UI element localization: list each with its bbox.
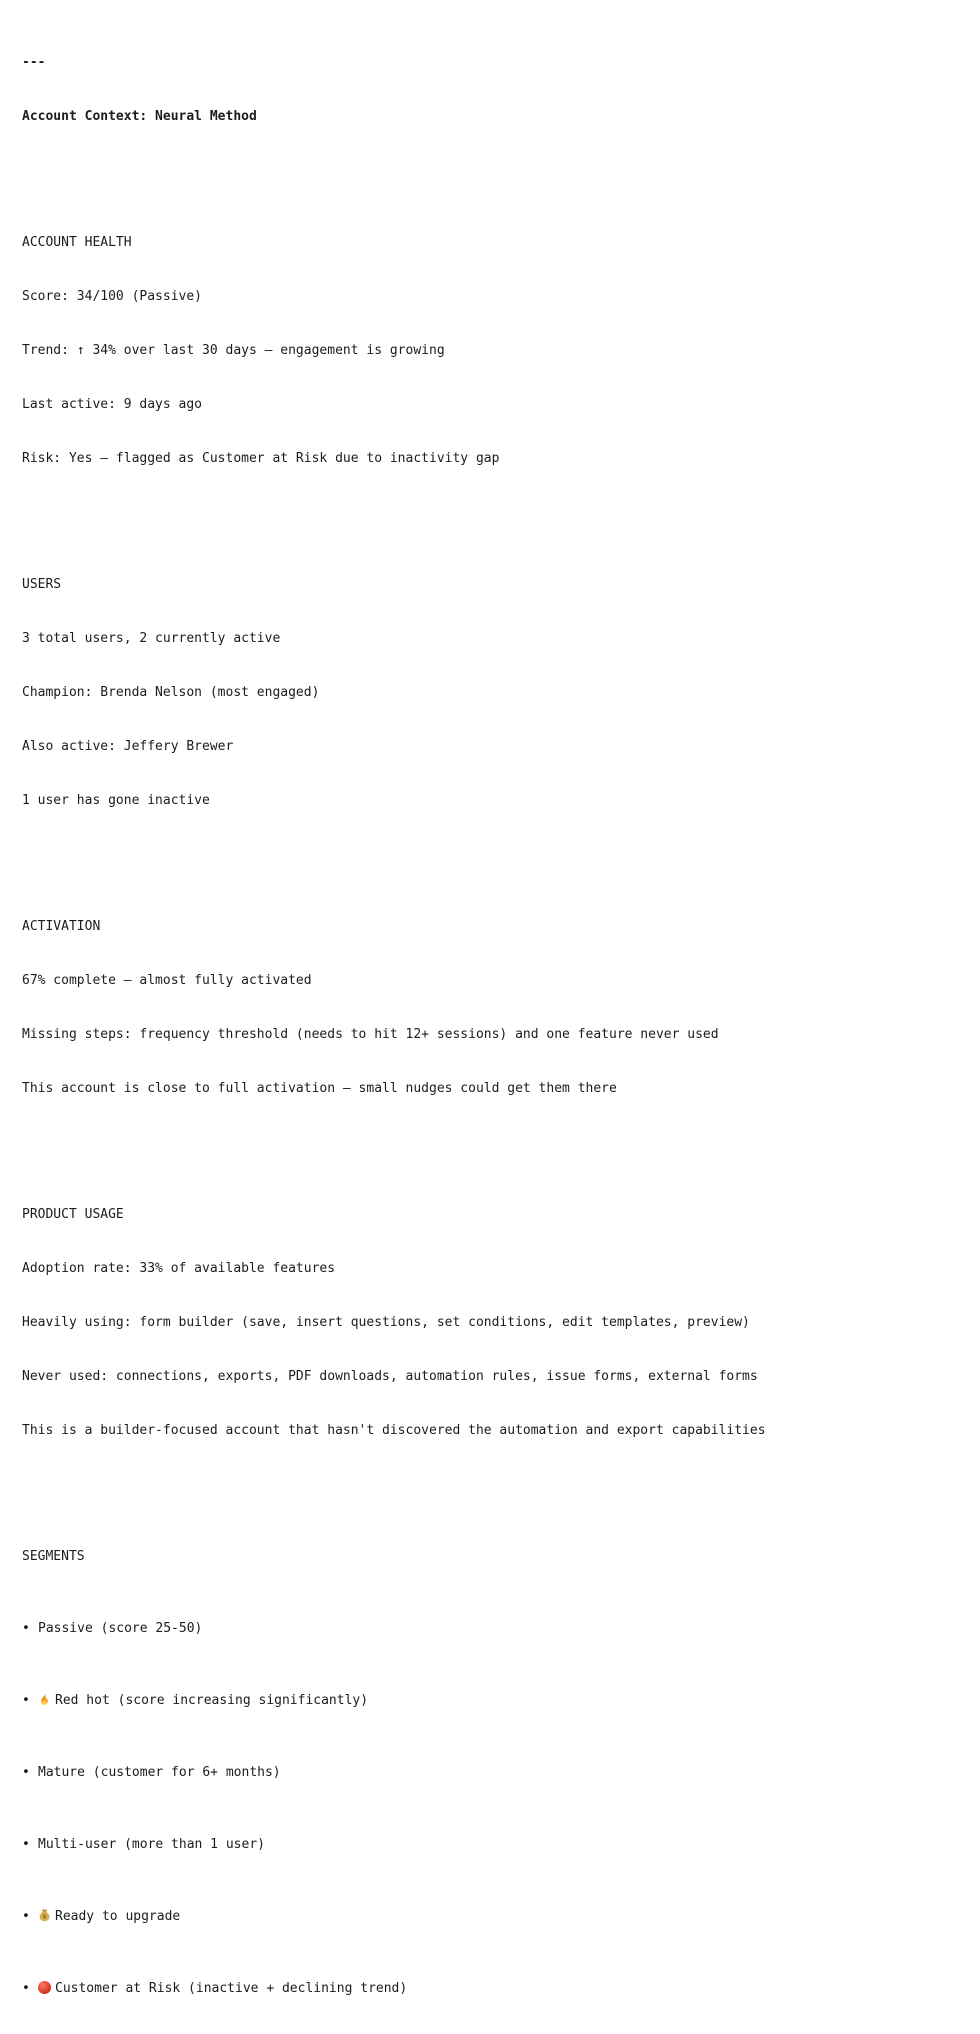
segment-item-passive bbox=[22, 1620, 980, 1638]
bullet: • bbox=[22, 1909, 30, 1924]
users-champion-line: Champion: Brenda Nelson (most engaged) bbox=[22, 685, 320, 700]
segment-item-mature bbox=[22, 1764, 980, 1782]
segment-label: Mature (customer for 6+ months) bbox=[38, 1765, 281, 1780]
spacer bbox=[22, 1476, 980, 1494]
health-risk-line: Risk: Yes — flagged as Customer at Risk due to inactivity gap bbox=[22, 451, 500, 466]
activation-summary-line: This account is close to full activation — small nudges could get them there bbox=[22, 1081, 617, 1096]
users-inactive-line: 1 user has gone inactive bbox=[22, 793, 210, 808]
health-score-line: Score: 34/100 (Passive) bbox=[22, 289, 203, 304]
segment-label: Multi-user (more than 1 user) bbox=[38, 1837, 265, 1852]
separator: --- bbox=[22, 55, 46, 70]
segment-label: Customer at Risk (inactive + declining trend) bbox=[55, 1981, 408, 1996]
section-heading-users: USERS bbox=[22, 577, 62, 592]
spacer bbox=[22, 504, 980, 522]
usage-never-used-line: Never used: connections, exports, PDF downloads, automation rules, issue forms, external forms bbox=[22, 1369, 758, 1384]
bullet: • bbox=[22, 1765, 30, 1780]
segment-label: Passive (score 25-50) bbox=[38, 1621, 203, 1636]
users-total-line: 3 total users, 2 currently active bbox=[22, 631, 281, 646]
bullet: • bbox=[22, 1981, 30, 1996]
segment-item-ready-to-upgrade bbox=[22, 1908, 980, 1926]
fire-icon bbox=[38, 1693, 55, 1706]
bullet: • bbox=[22, 1837, 30, 1852]
segment-label: Ready to upgrade bbox=[55, 1909, 181, 1924]
money-bag-icon bbox=[38, 1909, 55, 1922]
usage-summary-line: This is a builder-focused account that hasn't discovered the automation and export capabilities bbox=[22, 1423, 766, 1438]
section-heading-account-health: ACCOUNT HEALTH bbox=[22, 235, 132, 250]
section-heading-activation: ACTIVATION bbox=[22, 919, 101, 934]
segment-item-red-hot bbox=[22, 1692, 980, 1710]
segment-label: Red hot (score increasing significantly) bbox=[55, 1693, 369, 1708]
spacer bbox=[22, 162, 980, 180]
spacer bbox=[22, 1134, 980, 1152]
red-circle-icon bbox=[38, 1981, 51, 1994]
bullet: • bbox=[22, 1621, 30, 1636]
usage-heavily-using-line: Heavily using: form builder (save, insert questions, set conditions, edit templates, preview) bbox=[22, 1315, 750, 1330]
activation-complete-line: 67% complete — almost fully activated bbox=[22, 973, 312, 988]
section-heading-segments: SEGMENTS bbox=[22, 1549, 85, 1564]
segment-item-multi-user bbox=[22, 1836, 980, 1854]
section-heading-product-usage: PRODUCT USAGE bbox=[22, 1207, 124, 1222]
spacer bbox=[22, 846, 980, 864]
health-trend-line: Trend: ↑ 34% over last 30 days — engagement is growing bbox=[22, 343, 445, 358]
users-also-active-line: Also active: Jeffery Brewer bbox=[22, 739, 234, 754]
bullet: • bbox=[22, 1693, 30, 1708]
health-last-active-line: Last active: 9 days ago bbox=[22, 397, 203, 412]
activation-missing-steps-line: Missing steps: frequency threshold (needs to hit 12+ sessions) and one feature never used bbox=[22, 1027, 719, 1042]
segment-item-customer-at-risk bbox=[22, 1980, 980, 1998]
usage-adoption-line: Adoption rate: 33% of available features bbox=[22, 1261, 336, 1276]
document-title: Account Context: Neural Method bbox=[22, 109, 257, 124]
